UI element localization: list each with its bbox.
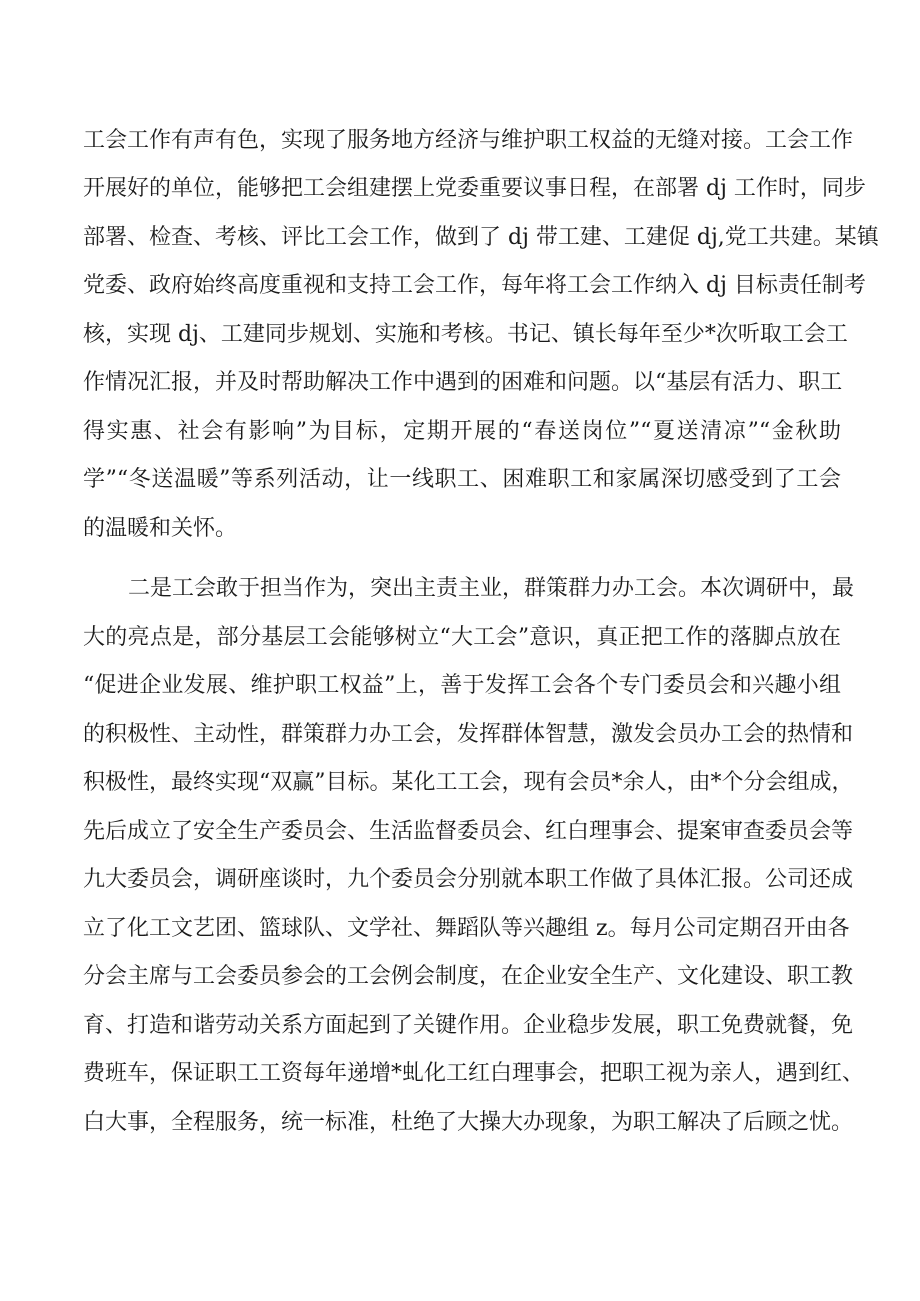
paragraph-2-line: 九大委员会，调研座谈时，九个委员会分别就本职工作做了具体汇报。公司还成 [83, 867, 854, 892]
paragraph-1-line: 核，实现 dj、工建同步规划、实施和考核。书记、镇长每年至少*次听取工会工 [83, 322, 848, 347]
paragraph-2-line: 积极性，最终实现“双赢”目标。某化工工会，现有会员*余人，由*个分会组成， [83, 770, 854, 795]
paragraph-2-line: 白大事，全程服务，统一标准，杜绝了大操大办现象，为职工解决了后顾之忧。 [83, 1110, 854, 1135]
paragraph-2-line: 分会主席与工会委员参会的工会例会制度，在企业安全生产、文化建设、职工教 [83, 964, 854, 989]
paragraph-2-line: 大的亮点是，部分基层工会能够树立“大工会”意识，真正把工作的落脚点放在 [83, 625, 841, 650]
paragraph-2-line: 的积极性、主动性，群策群力办工会，发挥群体智慧，激发会员办工会的热情和 [83, 722, 854, 747]
paragraph-1-line: 得实惠、社会有影响”为目标，定期开展的“春送岗位”“夏送清凉”“金秋助 [83, 419, 841, 444]
paragraph-2-line: 二是工会敢于担当作为，突出主责主业，群策群力办工会。本次调研中，最 [128, 576, 855, 601]
paragraph-1-line: 作情况汇报，并及时帮助解决工作中遇到的困难和问题。以“基层有活力、职工 [83, 370, 843, 395]
paragraph-2-line: 立了化工文艺团、篮球队、文学社、舞蹈队等兴趣组 z。每月公司定期召开由各 [83, 916, 850, 941]
paragraph-1-line: 党委、政府始终高度重视和支持工会工作，每年将工会工作纳入 dj 目标责任制考 [83, 273, 866, 298]
paragraph-2-line: 费班车，保证职工工资每年递增*虬化工红白理事会，把职工视为亲人，遇到红、 [83, 1061, 865, 1086]
paragraph-2-line: 先后成立了安全生产委员会、生活监督委员会、红白理事会、提案审查委员会等 [83, 819, 854, 844]
paragraph-1-line: 学”“冬送温暖”等系列活动，让一线职工、困难职工和家属深切感受到了工会 [83, 467, 841, 492]
paragraph-1-line: 的温暖和关怀。 [83, 516, 238, 541]
paragraph-1-line: 工会工作有声有色，实现了服务地方经济与维护职工权益的无缝对接。工会工作 [83, 128, 854, 153]
paragraph-1-line: 部署、检查、考核、评比工会工作，做到了 dj 带工建、工建促 dj,党工共建。某镇 [83, 225, 879, 250]
paragraph-2-line: “促进企业发展、维护职工权益”上，善于发挥工会各个专门委员会和兴趣小组 [83, 673, 841, 698]
paragraph-2-line: 育、打造和谐劳动关系方面起到了关键作用。企业稳步发展，职工免费就餐，免 [83, 1013, 854, 1038]
paragraph-1-line: 开展好的单位，能够把工会组建摆上党委重要议事日程，在部署 dj 工作时，同步 [83, 176, 866, 201]
